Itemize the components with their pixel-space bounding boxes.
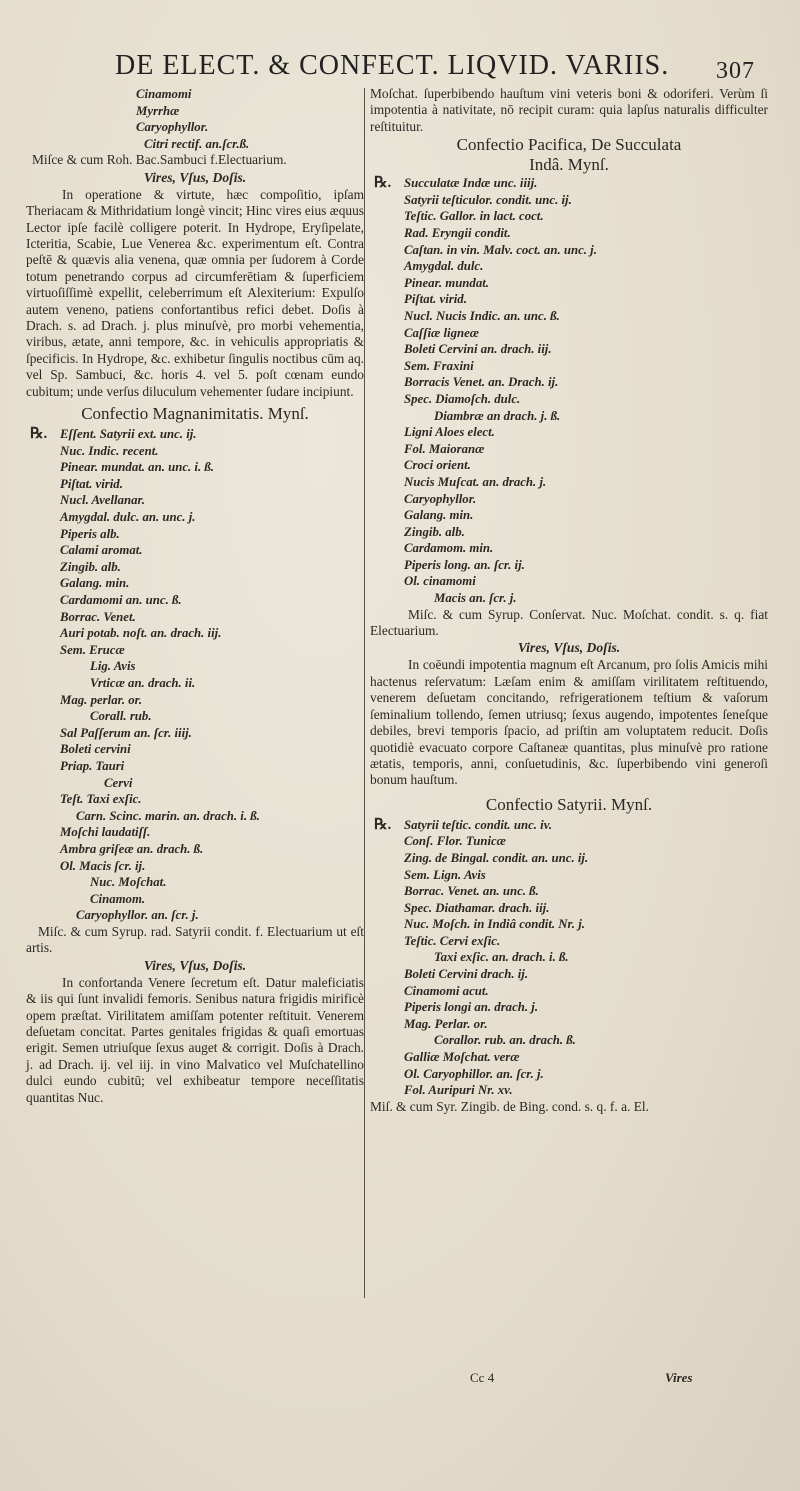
ingredient-line: Galang. min. [404,508,474,523]
page-number: 307 [716,58,755,84]
ingredient-list [370,817,768,1099]
ingredient-line: Borrac. Venet. an. unc. ß. [404,884,539,899]
ingredient-line: Vrticæ an. drach. ii. [90,675,196,690]
ingredient-line: Mag. Perlar. or. [404,1016,488,1031]
paragraph: In confortanda Venere ſecretum eſt. Datur maleficiatis & iis qui ſunt invalidi femoris. Senibus natura frigidis mirificè opem præſtat. Virilitatem amiſſam potenter reſtituit. Venerem deſuetam concitat. Partes genitales frigidas & quaſi emortuas erigit. Semen utriuſque ſexus auget & corrigit. Doſis à Drach. j. ad Drach. ij. vel iij. in vino Malvatico vel Muſchatellino dulci eundo cubitū; vel exhibeatur tempore neceſſitatis quantitas Nuc. [26,974,364,1105]
ingredient-line: Caſtan. in vin. Malv. coct. an. unc. j. [404,242,597,257]
ingredient-line: Zingib. alb. [60,559,121,574]
section-heading: Confectio Pacifica, De Succulata [456,135,682,155]
ingredient-list [370,175,768,606]
ingredient-line: Nuc. Moſch. in Indiâ condit. Nr. j. [404,917,585,932]
recipe-symbol: ℞. [374,175,392,192]
ingredient-line: Galliæ Moſchat. veræ [404,1050,520,1065]
ingredient-line: Sem. Fraxini [404,358,474,373]
ingredient-line: Pinear. mundat. an. unc. i. ß. [60,460,214,475]
ingredient-line: Spec. Diathamar. drach. iij. [404,900,550,915]
ingredient-line: Spec. Diamoſch. dulc. [404,391,521,406]
ingredient-line: Carn. Scinc. marin. an. drach. i. ß. [76,808,260,823]
ingredient-line: Pinear. mundat. [404,275,489,290]
ingredient-line: Nucis Muſcat. an. drach. j. [404,474,547,489]
ingredient-line: Moſchi laudatiſſ. [60,825,151,840]
ingredient-line: Priap. Tauri [60,758,125,773]
ingredient-line: Auri potab. noſt. an. drach. iij. [60,626,222,641]
paragraph: Moſchat. ſuperbibendo hauſtum vini veteris boni & odoriferi. Verùm ſi impotentia à nativitate, nō recipit curam: quia lapſus naturalis difficulter reſtituitur. [370,86,768,134]
misce-line: Miſ. & cum Syr. Zingib. de Bing. cond. s. q. f. a. El. [370,1098,649,1114]
catchword: Vires [665,1370,693,1385]
ingredient-list [26,426,364,924]
ingredient-line: Caryophyllor. [136,120,209,135]
ingredient-line: Fol. Maioranæ [404,441,485,456]
section-heading: Confectio Satyrii. Mynſ. [485,794,653,814]
ingredient-line: Croci orient. [404,458,471,473]
paragraph: In operatione & virtute, hæc compoſitio, ipſam Theriacam & Mithridatium longè vincit; Hinc vires eius æquus Lector ipſe facilè colligere poterit. In Hydrope, Eryſipelate, Icteritia, Scabie, Lue Venerea &c. experimentum eſt. Contra peſtē & quævis alia venena, quæ omnia per ſudorem à Corde totum penetrando corpus ad circumferētiam & ſuperficiem virtuoſiſſimè expellit, celeberrimum eſt Alexiterium: Expulſo autem veneno, patiens confortantibus refici debet. Doſis à Drach. s. ad Drach. j. plus minuſvè, pro morbi vehementia, viribus, ætate, anni tempore, &c. in vehiculis appropriatis & ſpecificis. In Hydrope, &c. exhibetur ſingulis noctibus cūm aq. vel Sp. Sambuci, &c. horis 4. vel 5. poſt cœnam eundo cubitum; unde verſus diluculum vehementer ſudare incipiunt. [26,186,364,399]
ingredient-line: Caryophyllor. an. ſcr. j. [76,908,199,923]
ingredient-line: Teſt. Taxi exſic. [60,792,142,807]
ingredient-line: Diambræ an drach. j. ß. [434,408,561,423]
misce-line: Miſc. & cum Syrup. Conſervat. Nuc. Moſchat. condit. s. q. fiat Electuarium. [370,606,768,639]
ingredient-line: Boleti cervini [60,742,131,757]
ingredient-line: Conſ. Flor. Tunicæ [404,834,506,849]
ingredient-line: Succulatæ Indæ unc. iiij. [404,176,538,191]
ingredient-line: Nuc. Moſchat. [90,875,167,890]
ingredient-line: Teſtic. Gallor. in lact. coct. [404,209,544,224]
ingredient-line: Eſſent. Satyrii ext. unc. ij. [60,427,197,442]
ingredient-line: Satyrii teſticulor. condit. unc. ij. [404,192,572,207]
section-heading: Confectio Magnanimitatis. Mynſ. [81,404,309,424]
ingredient-line: Cinamomi acut. [404,983,489,998]
ingredient-line: Caryophyllor. [404,491,477,506]
ingredient-line: Taxi exſic. an. drach. i. ß. [434,950,569,965]
ingredient-line: Lig. Avis [90,659,136,674]
ingredient-line: Borrac. Venet. [60,609,136,624]
paragraph: In coēundi impotentia magnum eſt Arcanum, pro ſolis Amicis mihi hactenus reſervatum: Læſam enim & amiſſam virilitatem reſtituendo, venerem deſuetam concitando, refrigerationem teſtium & vaſorum ſeminalium tollendo, ſemen utriusq; ſexus augendo, impotentes ſeneſque debiles, brevi temporis ſpacio, ad priſtin am voluptatem reducit. Doſis quotidiè evacuato corpore Caſtaneæ quantitas, plus minuſvè pro ratione ætatis, temporis, anni, conſuetudinis, &c. ſuperbibendo vini generoſi bonum hauſtum. [370,657,768,788]
ingredient-line: Piſtat. virid. [404,292,467,307]
ingredient-line: Myrrhæ [136,103,180,118]
ingredient-line: Ol. cinamomi [404,574,476,589]
ingredient-line: Sal Paſſerum an. ſcr. iiij. [60,725,192,740]
ingredient-line: Zingib. alb. [404,524,465,539]
left-column [26,86,364,1106]
ingredient-line: Ol. Macis ſcr. ij. [60,858,146,873]
ingredient-line: Sem. Erucæ [60,642,125,657]
ingredient-line: Satyrii teſtic. condit. unc. iv. [404,817,553,832]
ingredient-line: Macis an. ſcr. j. [434,591,517,606]
ingredient-line: Teſtic. Cervi exſic. [404,933,501,948]
ingredient-line: Fol. Auripuri Nr. xv. [404,1083,513,1098]
ingredient-line: Cervi [104,775,133,790]
right-column [370,86,768,1115]
signature-mark: Cc 4 [470,1370,495,1385]
vires-heading: Vires, Vſus, Doſis. [517,640,621,656]
ingredient-line: Corallor. rub. an. drach. ß. [434,1033,576,1048]
page-footer [470,1370,693,1386]
ingredient-line: Mag. perlar. or. [60,692,143,707]
ingredient-line: Nucl. Nucis Indic. an. unc. ß. [404,308,560,323]
ingredient-line: Nucl. Avellanar. [60,493,145,508]
ingredient-line: Boleti Cervini drach. ij. [404,967,529,982]
ingredient-line: Corall. rub. [90,709,152,724]
ingredient-line: Sem. Lign. Avis [404,867,486,882]
ingredient-line: Boleti Cervini an. drach. iij. [404,342,552,357]
misce-line: Miſc. & cum Syrup. rad. Satyrii condit. f. Electuarium ut eſt artis. [26,923,364,956]
ingredient-line: Cardamom. min. [404,541,494,556]
ingredient-line: Citri rectif. an.ſcr.ß. [144,136,250,151]
ingredient-line: Nuc. Indic. recent. [60,443,159,458]
recipe-symbol: ℞. [374,816,392,833]
ingredient-line: Piperis long. an. ſcr. ij. [404,557,525,572]
ingredient-line: Galang. min. [60,576,130,591]
ingredient-line: Amygdal. dulc. [404,259,484,274]
ingredient-line: Ligni Aloes elect. [404,425,495,440]
ingredient-line: Zing. de Bingal. condit. an. unc. ij. [404,850,589,865]
recipe-symbol: ℞. [30,426,48,443]
ingredient-line: Cinamomi [136,87,192,101]
ingredient-line: Cardamomi an. unc. ß. [60,593,182,607]
ingredient-line: Ol. Caryophillor. an. ſcr. j. [404,1066,544,1081]
misce-line: Miſce & cum Roh. Bac.Sambuci f.Electuarium. [32,152,287,168]
section-heading: Indâ. Mynſ. [529,155,609,175]
ingredient-line: Ambra griſeæ an. drach. ß. [60,841,204,856]
ingredient-line: Calami aromat. [60,543,143,558]
ingredient-line: Rad. Eryngii condit. [404,226,511,240]
ingredient-line: Piperis longi an. drach. j. [404,1000,539,1015]
vires-heading: Vires, Vſus, Doſis. [143,957,247,973]
ingredient-line: Piperis alb. [60,526,120,541]
ingredient-list-top [26,86,364,152]
ingredient-line: Caſſiæ ligneæ [404,325,480,340]
running-title: DE ELECT. & CONFECT. LIQVID. VARIIS. [115,50,670,81]
ingredient-line: Piſtat. virid. [60,476,123,491]
ingredient-line: Borracis Venet. an. Drach. ij. [404,375,559,390]
ingredient-line: Cinamom. [90,891,146,906]
running-head [115,50,755,90]
vires-heading: Vires, Vſus, Doſis. [143,169,247,185]
ingredient-line: Amygdal. dulc. an. unc. j. [60,510,196,525]
